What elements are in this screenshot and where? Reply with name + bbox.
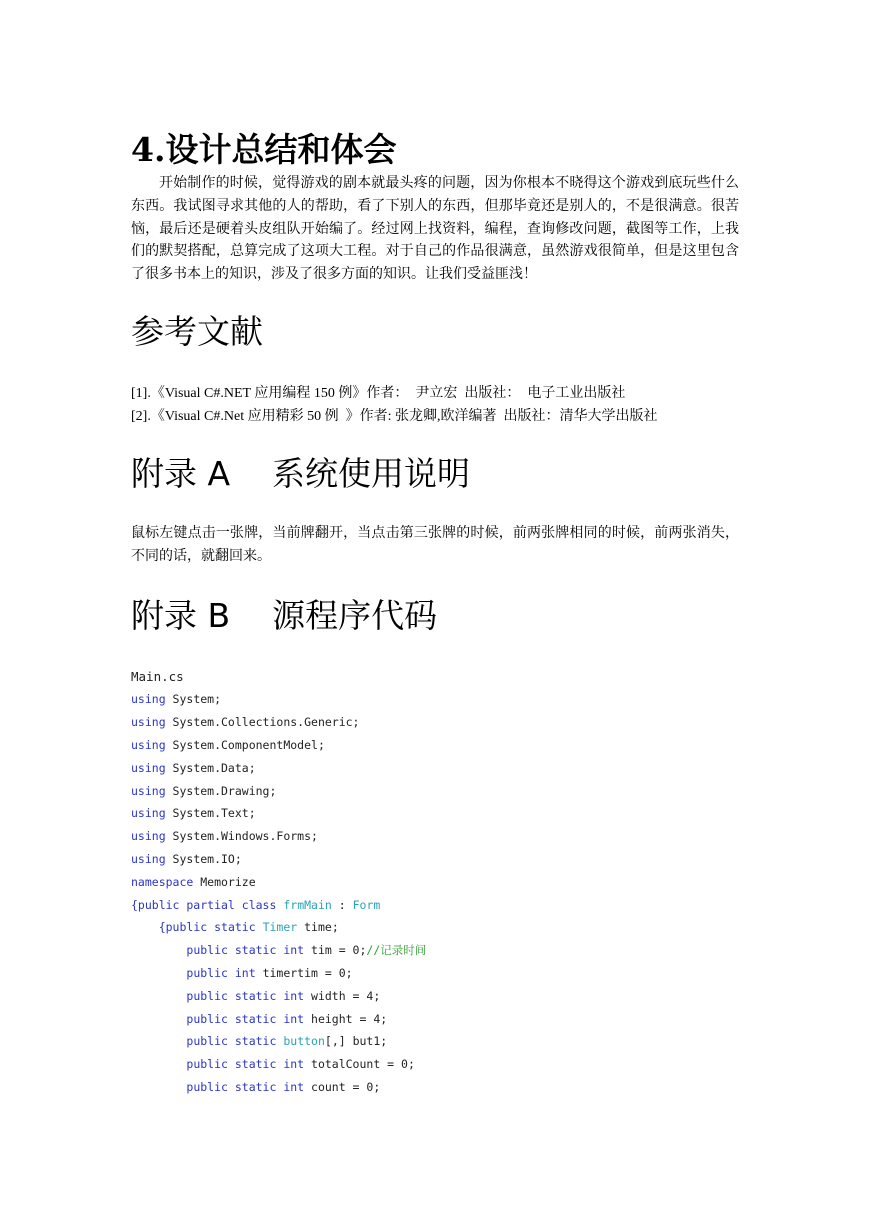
code-line: using System.Text; xyxy=(131,806,256,821)
code-line: using System; xyxy=(131,692,222,707)
code-line: public static button[,] but1; xyxy=(186,1034,388,1049)
reference-item: [1].《Visual C#.NET 应用编程 150 例》作者： 尹立宏 出版社： 电子工业出版社 xyxy=(131,385,626,401)
code-line: public static int width = 4; xyxy=(186,988,381,1003)
section-title-references: 参考文献 xyxy=(131,311,263,351)
section-title-appendix-b: 附录 B 源程序代码 xyxy=(131,595,438,635)
code-line: using System.Data; xyxy=(131,760,256,775)
code-line: public static int tim = 0;//记录时间 xyxy=(186,943,427,958)
code-line: using System.Drawing; xyxy=(131,783,277,798)
code-line: {public static Timer time; xyxy=(158,920,339,935)
reference-item: [2].《Visual C#.Net 应用精彩 50 例 》作者: 张龙卿,欧洋编著 出版社：清华大学出版社 xyxy=(131,408,658,424)
code-filename: Main.cs xyxy=(131,668,184,684)
code-block xyxy=(131,688,739,1098)
code-line: using System.Windows.Forms; xyxy=(131,829,318,844)
code-line: public static int height = 4; xyxy=(186,1011,388,1026)
section-title-appendix-a: 附录 A 系统使用说明 xyxy=(131,453,471,493)
code-line: public static int totalCount = 0; xyxy=(186,1057,415,1072)
code-line: {public partial class frmMain : Form xyxy=(131,897,381,912)
section-title-summary: 4.设计总结和体会 xyxy=(131,130,397,169)
page-content xyxy=(131,128,739,1099)
appendix-a-paragraph: 鼠标左键点击一张牌，当前牌翻开，当点击第三张牌的时候，前两张牌相同的时候，前两张消失，不同的话，就翻回来。 xyxy=(131,524,739,564)
code-line: namespace Memorize xyxy=(131,874,256,889)
code-line: using System.ComponentModel; xyxy=(131,737,325,752)
code-line: using System.Collections.Generic; xyxy=(131,715,360,730)
code-line: using System.IO; xyxy=(131,851,242,866)
reference-list xyxy=(131,382,739,428)
summary-paragraph: 开始制作的时候，觉得游戏的剧本就最头疼的问题，因为你根本不晓得这个游戏到底玩些什么东西。我试图寻求其他的人的帮助，看了下别人的东西，但那毕竟还是别人的，不是很满意。很苦恼，最后还是硬着头皮组队开始编了。经过网上找资料，编程，查询修改问题，截图等工作，上我们的默契搭配，总算完成了这项大工程。对于自己的作品很满意，虽然游戏很简单，但是这里包含了很多书本上的知识，涉及了很多方面的知识。让我们受益匪浅！ xyxy=(131,175,739,283)
code-line: public static int count = 0; xyxy=(186,1079,381,1094)
code-line: public int timertim = 0; xyxy=(186,965,353,980)
